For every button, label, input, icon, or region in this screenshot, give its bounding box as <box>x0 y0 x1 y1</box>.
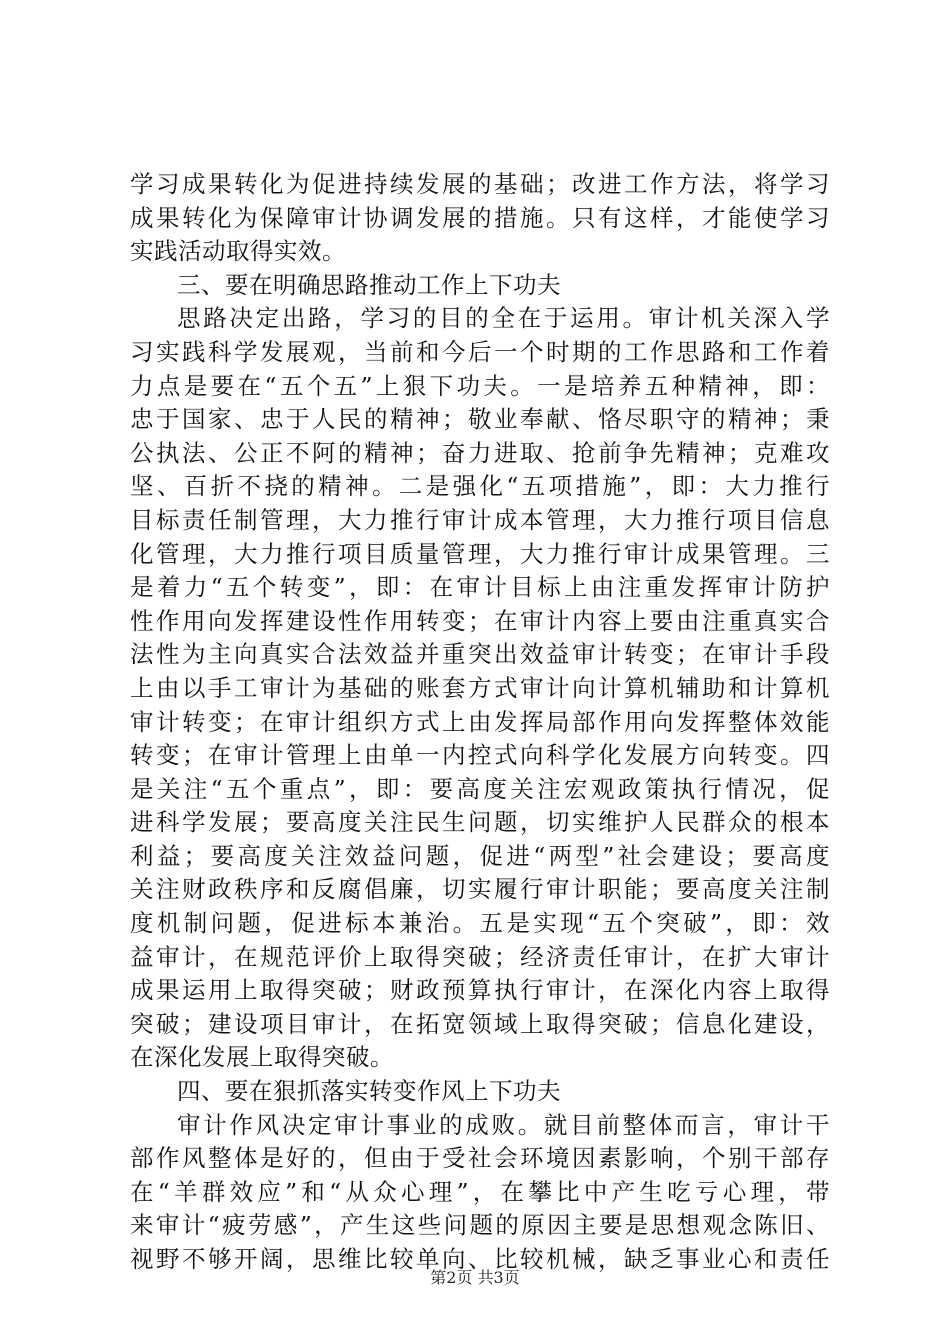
text-line: 审计作风决定审计事业的成败。就目前整体而言，审计干 <box>177 1110 830 1139</box>
text-line: 法性为主向真实合法效益并重突出效益审计转变；在审计手段 <box>130 640 830 669</box>
text-line: 是关注“五个重点”，即：要高度关注宏观政策执行情况，促 <box>130 774 830 803</box>
text-line: 转变；在审计管理上由单一内控式向科学化发展方向转变。四 <box>130 741 830 770</box>
section-heading: 三、要在明确思路推动工作上下功夫 <box>177 270 561 299</box>
text-line: 利益；要高度关注效益问题，促进“两型”社会建设；要高度 <box>130 841 830 870</box>
text-line: 坚、百折不挠的精神。二是强化“五项措施”，即：大力推行 <box>130 472 830 501</box>
text-line: 力点是要在“五个五”上狠下功夫。一是培养五种精神，即： <box>130 371 830 400</box>
text-line: 化管理，大力推行项目质量管理，大力推行审计成果管理。三 <box>130 539 830 568</box>
text-line: 上由以手工审计为基础的账套方式审计向计算机辅助和计算机 <box>130 673 830 702</box>
text-line: 突破；建设项目审计，在拓宽领域上取得突破；信息化建设， <box>130 1009 830 1038</box>
text-line: 在“羊群效应”和“从众心理”，在攀比中产生吃亏心理，带 <box>130 1177 830 1206</box>
text-line: 思路决定出路，学习的目的全在于运用。审计机关深入学 <box>177 304 830 333</box>
text-line: 成果运用上取得突破；财政预算执行审计，在深化内容上取得 <box>130 976 830 1005</box>
page-number-footer: 第2页 共3页 <box>430 1268 520 1287</box>
document-body <box>130 168 830 1277</box>
text-line: 益审计，在规范评价上取得突破；经济责任审计，在扩大审计 <box>130 942 830 971</box>
text-line: 是着力“五个转变”，即：在审计目标上由注重发挥审计防护 <box>130 573 830 602</box>
text-line: 审计转变；在审计组织方式上由发挥局部作用向发挥整体效能 <box>130 707 830 736</box>
text-line: 成果转化为保障审计协调发展的措施。只有这样，才能使学习 <box>130 203 830 232</box>
text-line: 视野不够开阔，思维比较单向、比较机械，缺乏事业心和责任 <box>130 1245 830 1273</box>
text-line: 在深化发展上取得突破。 <box>130 1043 394 1072</box>
text-line: 来审计“疲劳感”，产生这些问题的原因主要是思想观念陈旧、 <box>130 1211 830 1240</box>
text-line: 度机制问题，促进标本兼治。五是实现“五个突破”，即：效 <box>130 909 830 938</box>
text-line: 进科学发展；要高度关注民生问题，切实维护人民群众的根本 <box>130 808 830 837</box>
text-line: 部作风整体是好的，但由于受社会环境因素影响，个别干部存 <box>130 1144 830 1173</box>
text-line: 目标责任制管理，大力推行审计成本管理，大力推行项目信息 <box>130 505 830 534</box>
text-line: 习实践科学发展观，当前和今后一个时期的工作思路和工作着 <box>130 337 830 366</box>
text-line: 性作用向发挥建设性作用转变；在审计内容上要由注重真实合 <box>130 606 830 635</box>
text-line: 关注财政秩序和反腐倡廉，切实履行审计职能；要高度关注制 <box>130 875 830 904</box>
text-line: 忠于国家、忠于人民的精神；敬业奉献、恪尽职守的精神；秉 <box>130 405 830 434</box>
section-heading: 四、要在狠抓落实转变作风上下功夫 <box>177 1077 561 1106</box>
text-line: 实践活动取得实效。 <box>130 237 346 266</box>
text-line: 公执法、公正不阿的精神；奋力进取、抢前争先精神；克难攻 <box>130 438 830 467</box>
text-line: 学习成果转化为促进持续发展的基础；改进工作方法，将学习 <box>130 170 830 198</box>
